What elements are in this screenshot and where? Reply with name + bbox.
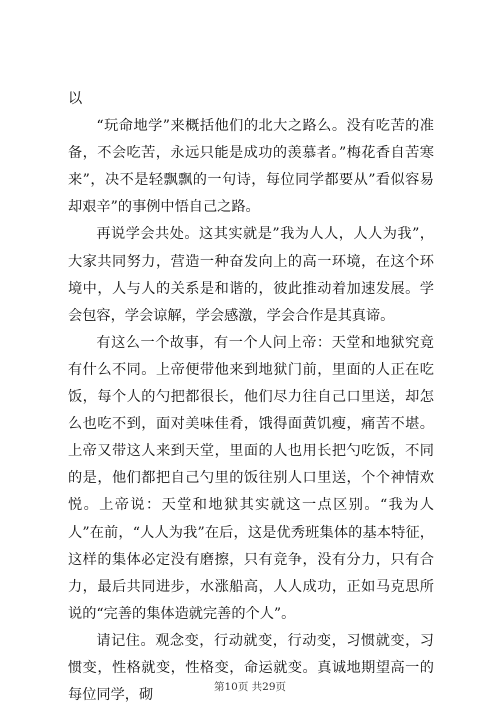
paragraph-1: 以 bbox=[68, 91, 83, 107]
paragraph-3: 再说学会共处。这其实就是”我为人人，人人为我”，大家共同努力，营造一种奋发向上的高一环境，在这个环境中，人与人的关系是和谐的，彼此推动着加速发展。学会包容，学会谅解，学会感激，学会合作是其真谛。 bbox=[68, 226, 434, 324]
paragraph-5: 请记住。观念变，行动就变，行动变，习惯就变，习惯变，性格就变，性格变，命运就变。真诚地期望高一的每位同学，砌 bbox=[68, 632, 434, 704]
document-body bbox=[68, 86, 434, 709]
page-number-footer: 第10页 共29页 bbox=[213, 681, 287, 693]
paragraph-2: “玩命地学”来概括他们的北大之路么。没有吃苦的准备，不会吃苦，永远只能是成功的羡慕者。”梅花香自苦寒来”，决不是轻飘飘的一句诗，每位同学都要从”看似容易却艰辛”的事例中悟自己之路。 bbox=[68, 118, 434, 216]
paragraph-4: 有这么一个故事，有一个人问上帝：天堂和地狱究竟有什么不同。上帝便带他来到地狱门前，里面的人正在吃饭，每个人的勺把都很长，他们尽力往自己口里送，却怎么也吃不到，面对美味佳肴，饿得面黄饥瘦，痛苦不堪。上帝又带这人来到天堂，里面的人也用长把勺吃饭，不同的是，他们都把自己勺里的饭往别人口里送，个个神情欢悦。上帝说：天堂和地狱其实就这一点区别。“我为人人”在前，“人人为我”在后，这是优秀班集体的基本特征，这样的集体必定没有磨擦，只有竞争，没有分力，只有合力，最后共同进步，水涨船高，人人成功，正如马克思所说的“完善的集体造就完善的个人”。 bbox=[68, 334, 434, 622]
